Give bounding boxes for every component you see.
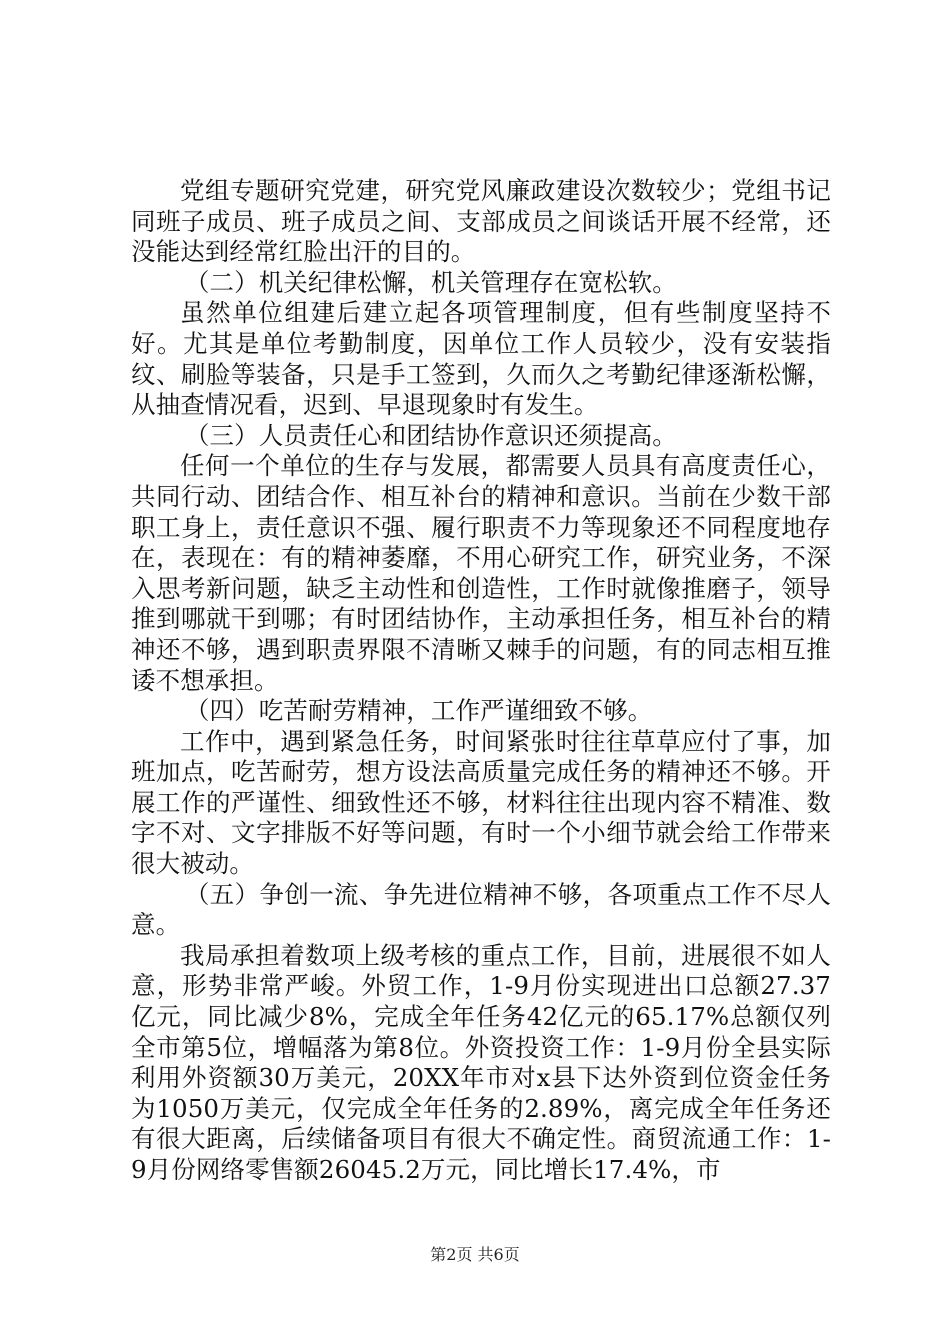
paragraph-party-group-study: 党组专题研究党建，研究党风廉政建设次数较少；党组书记同班子成员、班子成员之间、支部成员之间谈话开展不经常，还没能达到经常红脸出汗的目的。 bbox=[131, 176, 831, 267]
section-heading-4: （四）吃苦耐劳精神，工作严谨细致不够。 bbox=[184, 696, 653, 726]
page-number-footer: 第2页 共6页 bbox=[430, 1245, 520, 1264]
paragraph-discipline: 虽然单位组建后建立起各项管理制度，但有些制度坚持不好。尤其是单位考勤制度，因单位工作人员较少，没有安装指纹、刷脸等装备，只是手工签到，久而久之考勤纪律逐渐松懈，从抽查情况看，迟到、早退现象时有发生。 bbox=[131, 298, 831, 420]
section-heading-3: （三）人员责任心和团结协作意识还须提高。 bbox=[184, 420, 677, 450]
section-heading-5: （五）争创一流、争先进位精神不够，各项重点工作不尽人意。 bbox=[131, 879, 831, 940]
paragraph-responsibility: 任何一个单位的生存与发展，都需要人员具有高度责任心，共同行动、团结合作、相互补台的精神和意识。当前在少数干部职工身上，责任意识不强、履行职责不力等现象还不同程度地存在，表现在：有的精神萎靡，不用心研究工作，研究业务，不深入思考新问题，缺乏主动性和创造性，工作时就像推磨子，领导推到哪就干到哪；有时团结协作，主动承担任务，相互补台的精神还不够，遇到职责界限不清晰又棘手的问题，有的同志相互推诿不想承担。 bbox=[131, 451, 831, 695]
paragraph-hard-work: 工作中，遇到紧急任务，时间紧张时往往草草应付了事，加班加点，吃苦耐劳，想方设法高质量完成任务的精神还不够。开展工作的严谨性、细致性还不够，材料往往出现内容不精准、数字不对、文字排版不好等问题，有时一个小细节就会给工作带来很大被动。 bbox=[131, 726, 831, 879]
paragraph-key-work: 我局承担着数项上级考核的重点工作，目前，进展很不如人意，形势非常严峻。外贸工作，1-9月份实现进出口总额27.37亿元，同比减少8%，完成全年任务42亿元的65.17%总额仅列全市第5位，增幅落为第8位。外资投资工作：1-9月份全县实际利用外资额30万美元，20XX年市对x县下达外资到位资金任务为1050万美元，仅完成全年任务的2.89%，离完成全年任务还有很大距离，后续储备项目有很大不确定性。商贸流通工作：1-9月份网络零售额26045.2万元，同比增长17.4%，市 bbox=[131, 940, 831, 1184]
document-body bbox=[131, 176, 831, 1186]
section-heading-2: （二）机关纪律松懈，机关管理存在宽松软。 bbox=[184, 267, 677, 297]
